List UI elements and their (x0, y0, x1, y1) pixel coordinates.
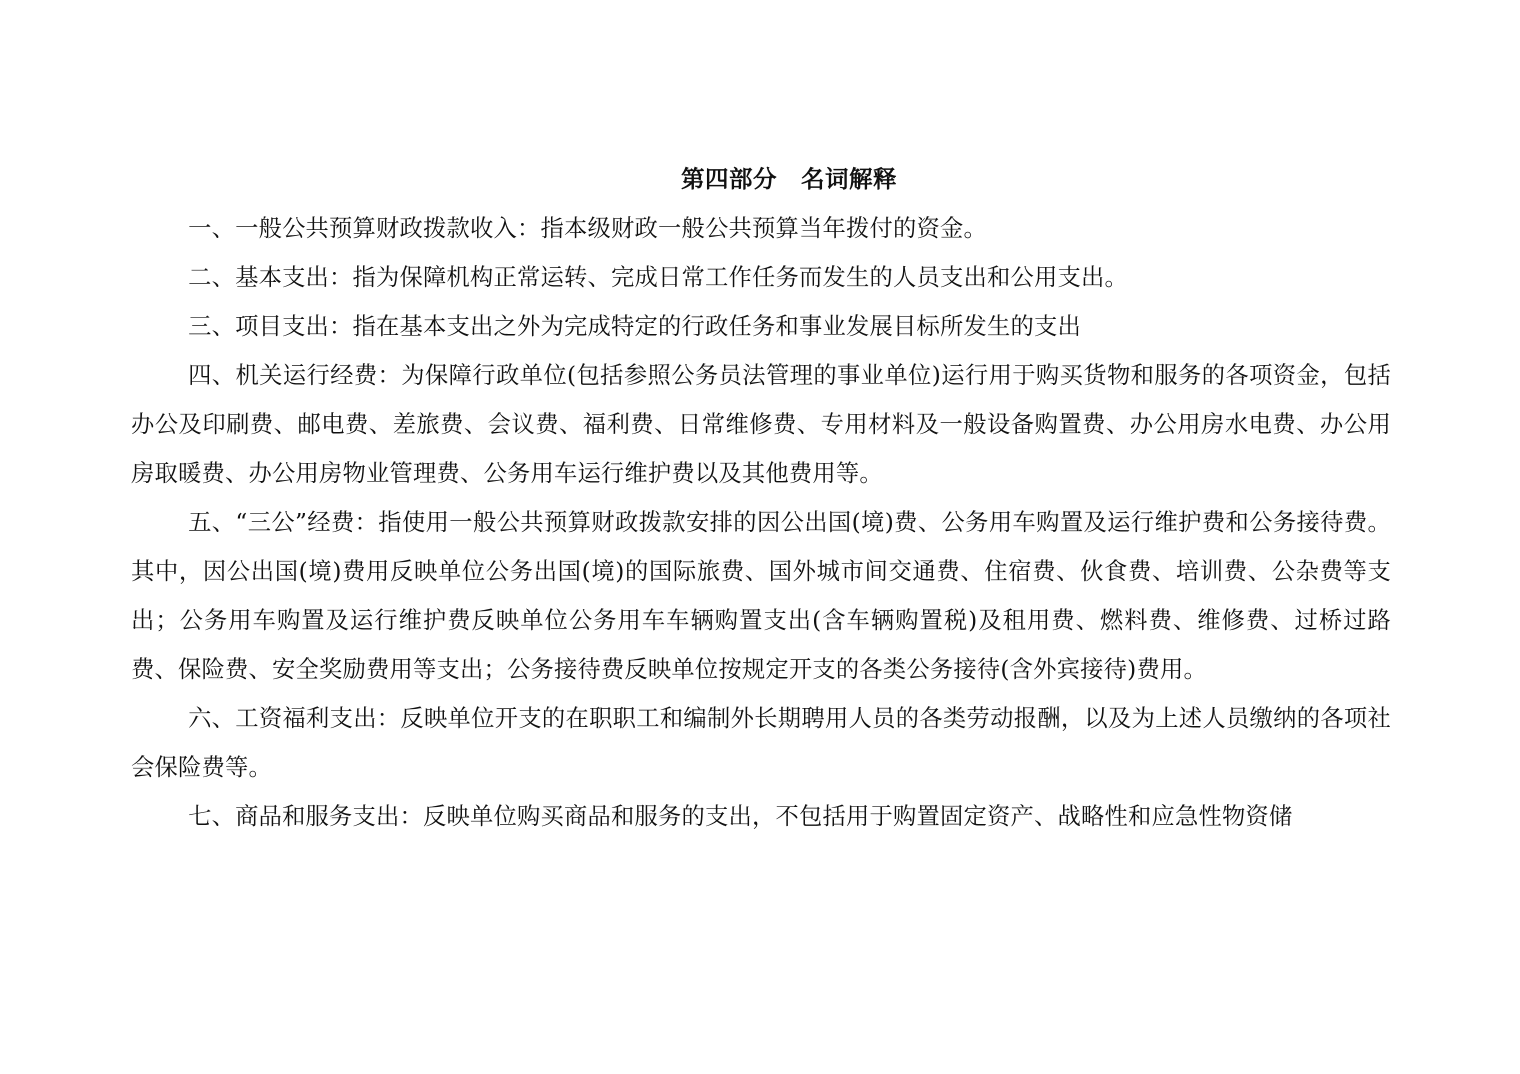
section-title: 第四部分 名词解释 (681, 165, 897, 193)
definition-paragraph-6: 六、工资福利支出：反映单位开支的在职职工和编制外长期聘用人员的各类劳动报酬，以及为上述人员缴纳的各项社会保险费等。 (131, 705, 1391, 781)
definition-paragraph-3: 三、项目支出：指在基本支出之外为完成特定的行政任务和事业发展目标所发生的支出 (188, 313, 1081, 340)
definition-paragraph-1: 一、一般公共预算财政拨款收入：指本级财政一般公共预算当年拨付的资金。 (188, 215, 987, 242)
definition-paragraph-2: 二、基本支出：指为保障机构正常运转、完成日常工作任务而发生的人员支出和公用支出。 (188, 264, 1128, 291)
definition-paragraph-4: 四、机关运行经费：为保障行政单位(包括参照公务员法管理的事业单位)运行用于购买货物和服务的各项资金，包括办公及印刷费、邮电费、差旅费、会议费、福利费、日常维修费、专用材料及一般设备购置费、办公用房水电费、办公用房取暖费、办公用房物业管理费、公务用车运行维护费以及其他费用等。 (131, 362, 1391, 487)
definition-paragraph-7: 七、商品和服务支出：反映单位购买商品和服务的支出，不包括用于购置固定资产、战略性和应急性物资储 (188, 803, 1293, 830)
definitions-body (131, 204, 1391, 841)
definition-paragraph-5: 五、“三公”经费：指使用一般公共预算财政拨款安排的因公出国(境)费、公务用车购置及运行维护费和公务接待费。其中，因公出国(境)费用反映单位公务出国(境)的国际旅费、国外城市间交通费、住宿费、伙食费、培训费、公杂费等支出；公务用车购置及运行维护费反映单位公务用车车辆购置支出(含车辆购置税)及租用费、燃料费、维修费、过桥过路费、保险费、安全奖励费用等支出；公务接待费反映单位按规定开支的各类公务接待(含外宾接待)费用。 (131, 509, 1391, 683)
